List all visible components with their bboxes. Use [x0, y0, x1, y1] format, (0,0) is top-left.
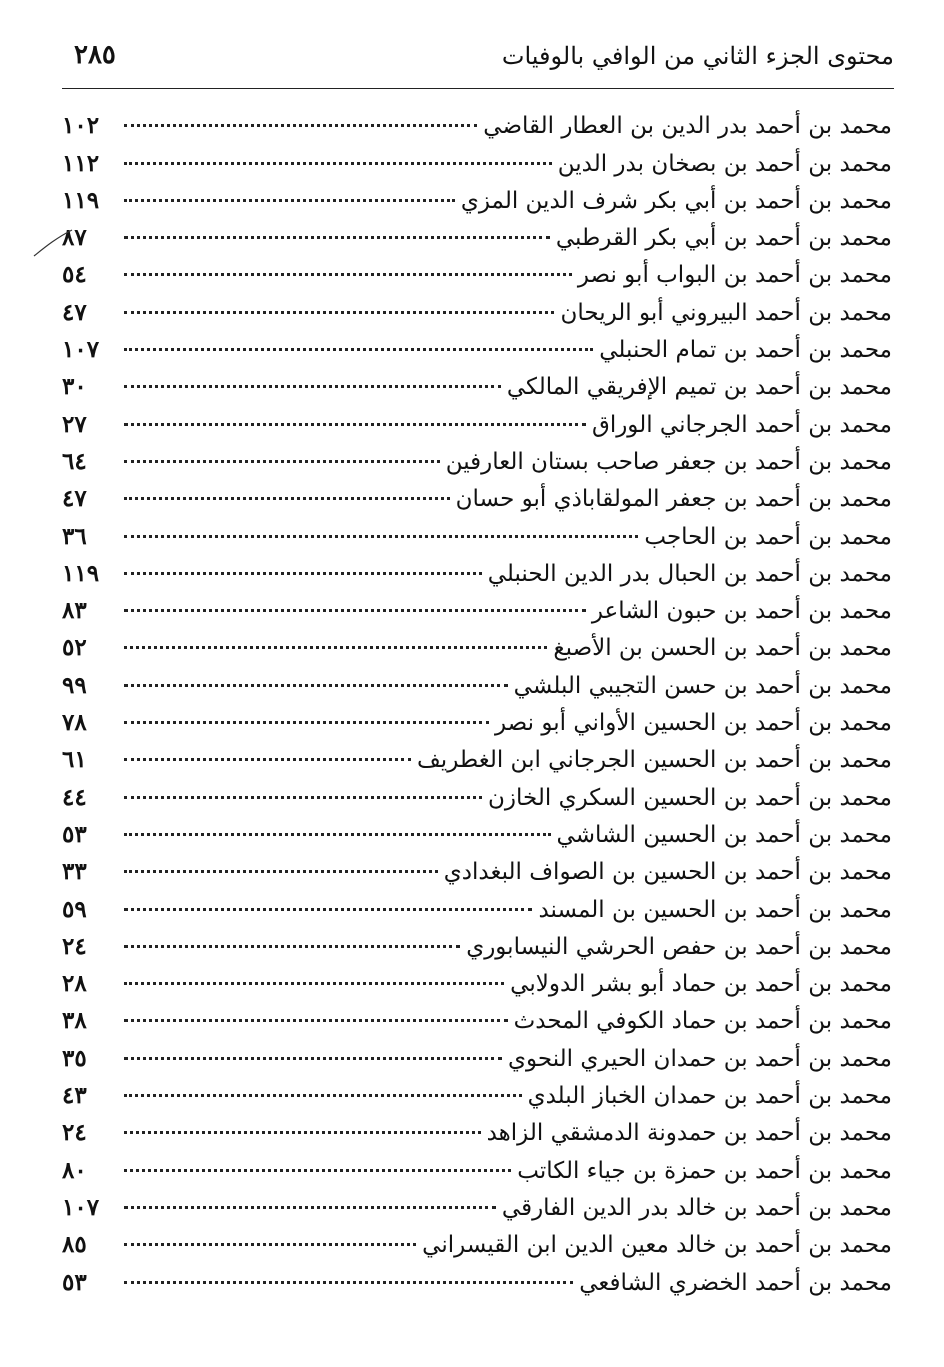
dot-leader [124, 1019, 508, 1022]
entry-page-number: ١١٩ [62, 186, 100, 214]
entry-name: محمد بن أحمد بن أبي بكر القرطبي [555, 225, 892, 252]
index-entry [62, 736, 892, 773]
entry-page-number: ٥٣ [62, 1268, 87, 1296]
dot-leader [124, 385, 501, 388]
index-entry [62, 997, 892, 1034]
entry-name: محمد بن أحمد بن حسن التجيبي البلشي [513, 672, 892, 699]
dot-leader [124, 497, 450, 500]
dot-leader [124, 460, 440, 463]
index-entry [62, 214, 892, 251]
entry-page-number: ٦١ [62, 746, 87, 774]
dot-leader [124, 423, 586, 426]
index-entry [62, 773, 892, 810]
entry-name: محمد بن أحمد بن تمام الحنبلي [599, 337, 892, 364]
dot-leader [124, 162, 552, 165]
index-entry [62, 885, 892, 922]
dot-leader [124, 833, 551, 836]
entry-page-number: ٢٤ [62, 932, 87, 960]
entry-name: محمد بن أحمد بن بصخان بدر الدين [557, 150, 892, 177]
entry-name: محمد بن أحمد بن الحسن بن الأصبغ [553, 635, 892, 662]
dot-leader [124, 1169, 511, 1172]
entry-name: محمد بن أحمد بن الحسين الشاشي [556, 821, 892, 848]
dot-leader [124, 870, 438, 873]
entry-page-number: ٣٦ [62, 522, 87, 550]
dot-leader [124, 199, 455, 202]
entry-page-number: ٥٣ [62, 820, 87, 848]
dot-leader [124, 1131, 481, 1134]
index-entry [62, 102, 892, 139]
entry-page-number: ١٠٢ [62, 112, 100, 140]
entry-name: محمد بن أحمد بن الحسين الأواني أبو نصر [494, 710, 892, 737]
index-entry [62, 923, 892, 960]
index-entry [62, 288, 892, 325]
index-list [62, 102, 892, 1296]
entry-name: محمد بن أحمد بن الحسين السكري الخازن [488, 784, 892, 811]
index-entry [62, 1034, 892, 1071]
index-entry [62, 960, 892, 997]
entry-page-number: ٥٩ [62, 895, 87, 923]
entry-page-number: ٦٤ [62, 447, 87, 475]
index-entry [62, 1109, 892, 1146]
entry-name: محمد بن أحمد بن حمدان الحيري النحوي [507, 1045, 892, 1072]
entry-name: محمد بن أحمد بن الحاجب [644, 523, 892, 550]
entry-name: محمد بن أحمد بن الحبال بدر الدين الحنبلي [487, 560, 892, 587]
entry-page-number: ٥٢ [62, 634, 87, 662]
entry-name: محمد بن أحمد بن حمدونة الدمشقي الزاهد [486, 1120, 892, 1147]
entry-page-number: ٤٣ [62, 1082, 87, 1110]
entry-name: محمد بن أحمد بن أبي بكر شرف الدين المزي [460, 187, 892, 214]
dot-leader [124, 311, 554, 314]
entry-page-number: ١١٩ [62, 559, 100, 587]
entry-page-number: ٤٤ [62, 783, 87, 811]
entry-name: محمد بن أحمد بن حماد الكوفي المحدث [513, 1008, 892, 1035]
entry-page-number: ٣٨ [62, 1007, 87, 1035]
entry-name: محمد بن أحمد بن حمدان الخباز البلدي [527, 1083, 892, 1110]
entry-page-number: ٨٥ [62, 1231, 87, 1259]
index-entry [62, 326, 892, 363]
entry-name: محمد بن أحمد بدر الدين بن العطار القاضي [483, 113, 892, 140]
index-entry [62, 624, 892, 661]
entry-name: محمد بن أحمد بن حفص الحرشي النيسابوري [466, 933, 892, 960]
entry-name: محمد بن أحمد بن الحسين بن المسند [538, 896, 892, 923]
dot-leader [124, 1281, 573, 1284]
dot-leader [124, 124, 477, 127]
entry-name: محمد بن أحمد بن حمزة بن جياء الكاتب [517, 1157, 892, 1184]
index-entry [62, 251, 892, 288]
dot-leader [124, 982, 504, 985]
page-number: ٢٨٥ [74, 40, 116, 70]
entry-page-number: ٨٧ [62, 224, 87, 252]
entry-name: محمد بن أحمد بن حماد أبو بشر الدولابي [510, 971, 892, 998]
entry-name: محمد بن أحمد بن جعفر صاحب بستان العارفين [445, 448, 892, 475]
entry-name: محمد بن أحمد بن خالد بدر الدين الفارقي [501, 1194, 892, 1221]
dot-leader [124, 1206, 496, 1209]
entry-name: محمد بن أحمد الخضري الشافعي [579, 1269, 892, 1296]
entry-page-number: ٥٤ [62, 261, 87, 289]
index-entry [62, 848, 892, 885]
entry-page-number: ٤٧ [62, 298, 87, 326]
entry-name: محمد بن أحمد بن الحسين الجرجاني ابن الغطريف [416, 747, 892, 774]
entry-page-number: ٨٣ [62, 597, 87, 625]
entry-page-number: ٣٣ [62, 858, 87, 886]
pencil-margin-mark [32, 228, 76, 260]
dot-leader [124, 236, 550, 239]
entry-page-number: ١٠٧ [62, 336, 100, 364]
entry-name: محمد بن أحمد البيروني أبو الريحان [560, 299, 892, 326]
dot-leader [124, 1094, 522, 1097]
index-entry [62, 1184, 892, 1221]
dot-leader [124, 721, 489, 724]
header-rule [62, 88, 894, 89]
entry-page-number: ٣٠ [62, 373, 87, 401]
entry-page-number: ١٠٧ [62, 1193, 100, 1221]
index-entry [62, 699, 892, 736]
entry-page-number: ٣٥ [62, 1044, 87, 1072]
entry-name: محمد بن أحمد بن البواب أبو نصر [577, 262, 892, 289]
index-entry [62, 475, 892, 512]
dot-leader [124, 609, 586, 612]
entry-name: محمد بن أحمد بن الحسين بن الصواف البغدادي [443, 859, 892, 886]
entry-page-number: ٩٩ [62, 671, 87, 699]
index-entry [62, 177, 892, 214]
dot-leader [124, 646, 547, 649]
dot-leader [124, 1057, 502, 1060]
entry-name: محمد بن أحمد الجرجاني الوراق [591, 411, 892, 438]
dot-leader [124, 684, 508, 687]
dot-leader [124, 348, 593, 351]
index-entry [62, 1258, 892, 1295]
index-entry [62, 587, 892, 624]
index-entry [62, 661, 892, 698]
entry-page-number: ٨٠ [62, 1156, 87, 1184]
entry-page-number: ٢٧ [62, 410, 87, 438]
index-entry [62, 512, 892, 549]
entry-page-number: ٢٨ [62, 970, 87, 998]
dot-leader [124, 796, 482, 799]
index-entry [62, 438, 892, 475]
dot-leader [124, 535, 638, 538]
dot-leader [124, 908, 532, 911]
entry-page-number: ٤٧ [62, 485, 87, 513]
entry-name: محمد بن أحمد بن جعفر المولقاباذي أبو حسان [455, 486, 892, 513]
index-entry [62, 1146, 892, 1183]
index-entry [62, 400, 892, 437]
index-entry [62, 1221, 892, 1258]
entry-page-number: ٧٨ [62, 709, 87, 737]
index-entry [62, 139, 892, 176]
dot-leader [124, 273, 572, 276]
dot-leader [124, 758, 411, 761]
dot-leader [124, 1243, 416, 1246]
index-entry [62, 550, 892, 587]
dot-leader [124, 945, 460, 948]
index-entry [62, 363, 892, 400]
entry-name: محمد بن أحمد بن خالد معين الدين ابن القيسراني [422, 1232, 892, 1259]
index-entry [62, 811, 892, 848]
entry-page-number: ١١٢ [62, 149, 100, 177]
index-entry [62, 1072, 892, 1109]
entry-page-number: ٢٤ [62, 1119, 87, 1147]
entry-name: محمد بن أحمد بن تميم الإفريقي المالكي [506, 374, 892, 401]
page-title: محتوى الجزء الثاني من الوافي بالوفيات [501, 42, 894, 70]
dot-leader [124, 572, 482, 575]
entry-name: محمد بن أحمد بن حبون الشاعر [591, 598, 892, 625]
page-header [62, 40, 894, 80]
